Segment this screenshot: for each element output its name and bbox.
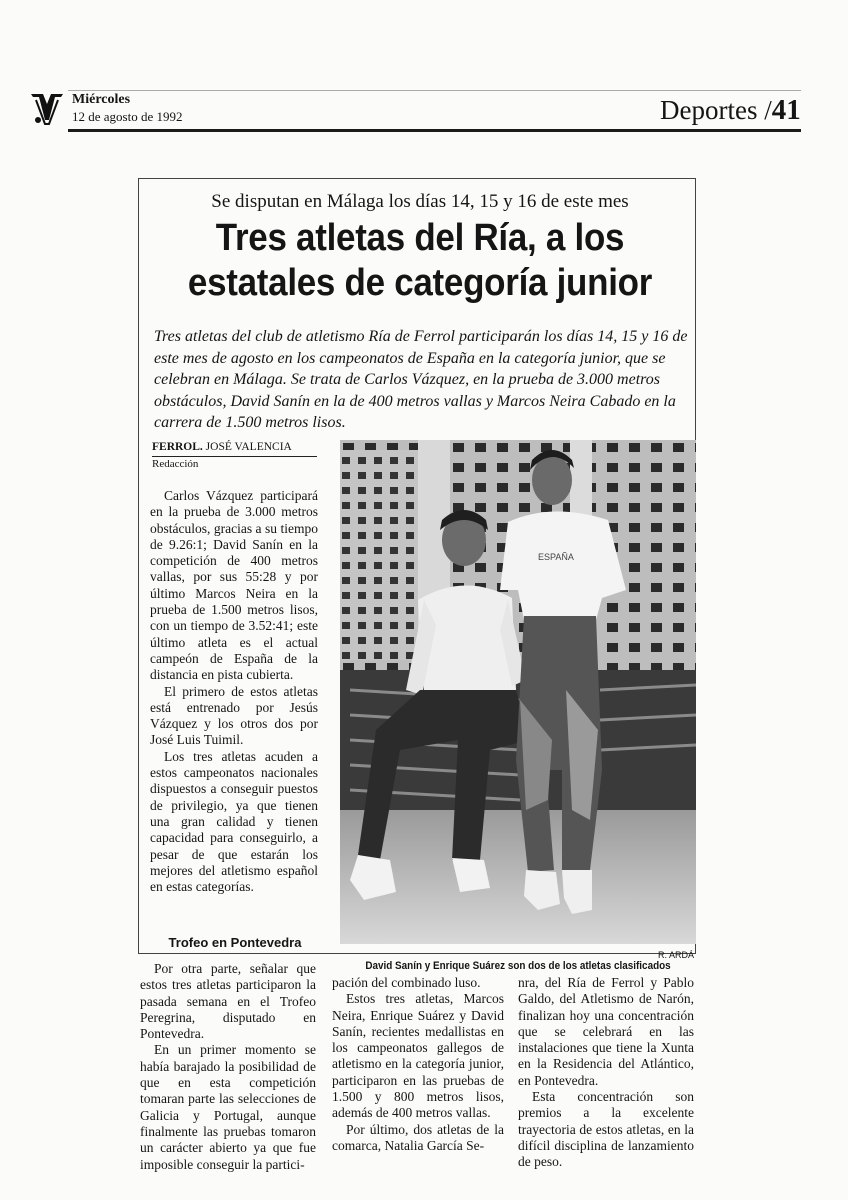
issue-day: Miércoles bbox=[72, 92, 131, 107]
photo-caption: David Sanín y Enrique Suárez son dos de los atletas clasificados bbox=[365, 960, 671, 972]
photo-credit: R. ARDÁ bbox=[658, 950, 695, 960]
paragraph: nra, del Ría de Ferrol y Pablo Galdo, del Atletismo de Narón, finalizan hoy una concentración que se celebrará en las instalaciones que tiene la Xunta en la Residencia del Atlántico, en Pontevedra. bbox=[518, 975, 694, 1088]
paragraph: pación del combinado luso. bbox=[332, 975, 481, 990]
paragraph: Estos tres atletas, Marcos Neira, Enrique Suárez y David Sanín, recientes medallistas en los campeonatos gallegos de atletismo en la categoría junior, participaron en las pruebas de 1.500 y 800 metros lisos, además de 400 metros vallas. bbox=[332, 991, 504, 1121]
masthead-rule bbox=[68, 129, 801, 132]
body-column-4 bbox=[518, 975, 694, 1171]
section-subhead: Trofeo en Pontevedra bbox=[168, 935, 302, 950]
paragraph: Esta concentración son premios a la excelente trayectoria de estos atletas, en la difícil disciplina de lanzamiento de peso. bbox=[518, 1089, 694, 1170]
top-divider bbox=[68, 90, 801, 91]
body-column-3 bbox=[332, 975, 504, 1154]
article-kicker: Se disputan en Málaga los días 14, 15 y 16 de este mes bbox=[211, 191, 629, 212]
article-lead: Tres atletas del club de atletismo Ría de Ferrol participarán los días 14, 15 y 16 de este mes de agosto en los campeonatos de España en la categoría junior, que se celebran en Málaga. Se trata de Carlos Vázquez, en la prueba de 3.000 metros obstáculos, David Sanín en la de 400 metros vallas y Marcos Neira Cabado en la carrera de 1.500 metros lisos. bbox=[154, 328, 688, 431]
paragraph: Los tres atletas acuden a estos campeonatos nacionales dispuestos a conseguir puestos de privilegio, ya que tienen una gran calidad y tienen capacidad para conseguirlo, a pesar de que estarán los mejores del atletismo español en estas categorías. bbox=[150, 748, 318, 895]
newspaper-logo bbox=[28, 90, 66, 128]
section-header bbox=[660, 94, 801, 126]
athletes-photo bbox=[340, 440, 696, 944]
body-column-1 bbox=[150, 488, 318, 895]
section-name: Deportes / bbox=[660, 95, 772, 125]
page-number: 41 bbox=[771, 94, 801, 126]
byline-role: Redacción bbox=[152, 458, 199, 470]
paragraph: Por último, dos atletas de la comarca, Natalia García Se- bbox=[332, 1121, 504, 1153]
shirt-print: ESPAÑA bbox=[538, 552, 574, 562]
body-column-2 bbox=[140, 961, 316, 1173]
byline-author: JOSÉ VALENCIA bbox=[205, 441, 292, 453]
issue-date: 12 de agosto de 1992 bbox=[72, 109, 183, 124]
paragraph: El primero de estos atletas está entrenado por Jesús Vázquez y los otros dos por José Luis Tuimil. bbox=[150, 683, 318, 748]
byline bbox=[152, 440, 292, 454]
paragraph: Por otra parte, señalar que estos tres atletas participaron la pasada semana en el Trofeo Peregrina, disputado en Pontevedra. bbox=[140, 961, 316, 1042]
byline-place: FERROL. bbox=[152, 441, 203, 453]
paragraph: En un primer momento se había barajado la posibilidad de que en esta competición tomaran parte las selecciones de Galicia y Portugal, aunque finalmente las pruebas tomaron un carácter abierto ya que fue imposible conseguir la partici- bbox=[140, 1042, 316, 1172]
byline-rule bbox=[152, 456, 317, 457]
paragraph: Carlos Vázquez participará en la prueba de 3.000 metros obstáculos, gracias a su tiempo de 9.26:1; David Sanín en la competición de 400 metros vallas, por sus 55:28 y por último Marcos Neira en la prueba de 1.500 metros lisos, con un tiempo de 3.52:41; este último atleta es el actual campeón de España de la distancia en pista cubierta. bbox=[150, 488, 318, 683]
article-headline: Tres atletas del Ría, a los estatales de categoría junior bbox=[187, 217, 653, 304]
